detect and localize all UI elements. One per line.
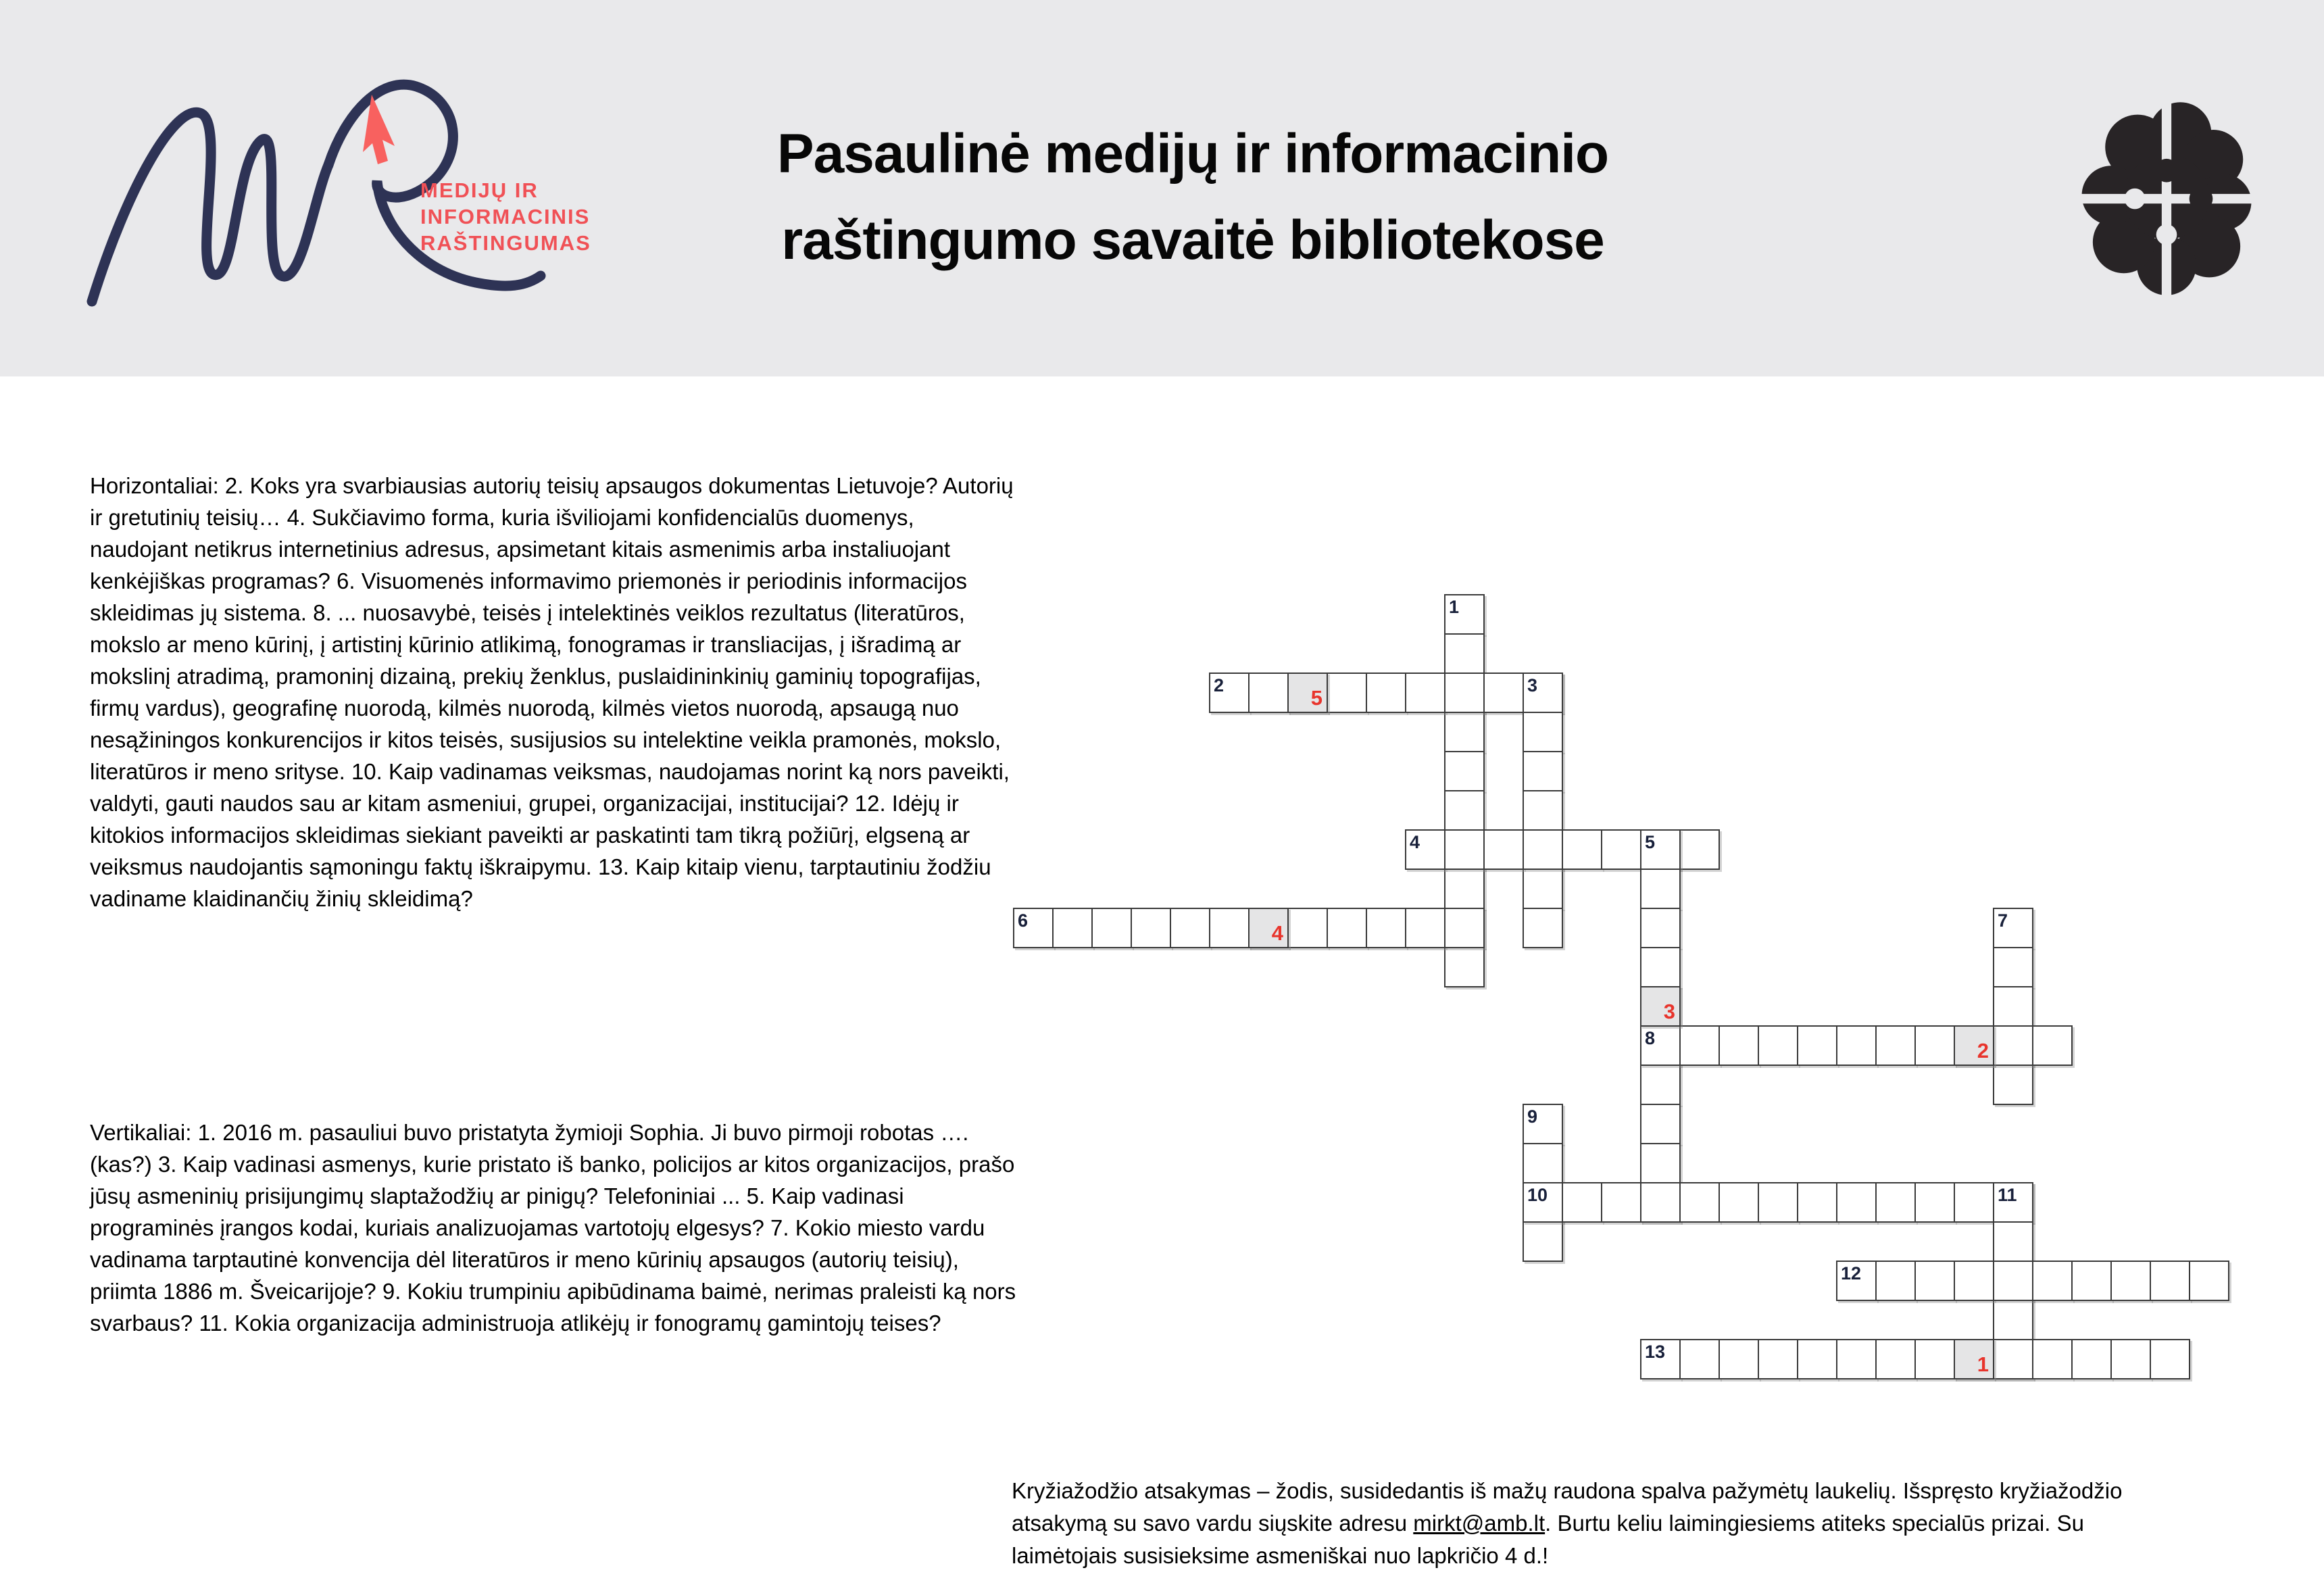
crossword-cell — [1444, 829, 1485, 870]
crossword-cell — [2071, 1339, 2112, 1379]
crossword-cell — [1875, 1025, 1916, 1066]
crossword-cell — [1444, 947, 1485, 987]
email-link[interactable]: mirkt@amb.lt — [1413, 1511, 1546, 1536]
brand-text — [420, 177, 591, 256]
crossword-cell — [1993, 1339, 2033, 1379]
crossword-clue-number: 8 — [1645, 1028, 1656, 1048]
crossword-clue-number: 13 — [1645, 1342, 1666, 1362]
crossword-cell — [1170, 908, 1210, 948]
crossword-cell — [1679, 1025, 1720, 1066]
crossword-answer-cell — [1640, 986, 1681, 1027]
footer-note — [1012, 1475, 2194, 1572]
brand-line: MEDIJŲ IR — [420, 178, 539, 202]
crossword-cell — [1483, 829, 1524, 870]
crossword-cell — [1209, 908, 1250, 948]
title-line-2: raštingumo savaitė bibliotekose — [781, 210, 1604, 271]
title-line-1: Pasaulinė medijų ir informacinio — [776, 123, 1609, 185]
crossword-cell — [1640, 1182, 1681, 1223]
crossword-clue-number: 5 — [1645, 832, 1656, 852]
crossword-cell — [1758, 1339, 1798, 1379]
crossword-cell — [1640, 1065, 1681, 1105]
crossword-cell — [1640, 1143, 1681, 1183]
crossword-cell — [1719, 1182, 1759, 1223]
page-title — [595, 111, 1791, 284]
crossword-cell — [1523, 790, 1563, 831]
crossword-cell — [1993, 1261, 2033, 1301]
crossword-cell — [1719, 1339, 1759, 1379]
crossword-cell — [1444, 869, 1485, 909]
crossword-answer-cell — [1954, 1339, 1994, 1379]
crossword-cell — [1327, 673, 1367, 713]
crossword-cell — [1914, 1182, 1955, 1223]
crossword-cell — [1483, 673, 1524, 713]
crossword-cell — [1366, 673, 1406, 713]
crossword-answer-cell — [1954, 1025, 1994, 1066]
crossword-cell — [1052, 908, 1093, 948]
crossword-cell — [2150, 1339, 2190, 1379]
crossword-cell — [1640, 908, 1681, 948]
crossword-cell — [1993, 947, 2033, 987]
crossword-cell — [1562, 1182, 1602, 1223]
crossword-cell — [1523, 829, 1563, 870]
crossword-clue-number: 3 — [1527, 675, 1538, 695]
crossword-cell — [1954, 1261, 1994, 1301]
crossword-cell — [1131, 908, 1171, 948]
crossword-cell — [1993, 1065, 2033, 1105]
crossword-cell — [1601, 829, 1641, 870]
crossword-cell — [1523, 751, 1563, 791]
answer-letter-order-number: 2 — [1977, 1039, 1989, 1062]
crossword-cell — [1914, 1025, 1955, 1066]
answer-letter-order-number: 1 — [1977, 1352, 1989, 1376]
crossword-cell — [1444, 633, 1485, 674]
crossword-clue-number: 10 — [1527, 1185, 1548, 1205]
crossword-cell — [1679, 1182, 1720, 1223]
crossword-answer-cell — [1248, 908, 1289, 948]
crossword-cell — [1836, 1339, 1877, 1379]
crossword-answer-cell — [1287, 673, 1328, 713]
crossword-cell — [2110, 1339, 2151, 1379]
crossword-cell — [2110, 1261, 2151, 1301]
crossword-cell — [1287, 908, 1328, 948]
crossword-cell — [1327, 908, 1367, 948]
crossword-cell — [1405, 673, 1445, 713]
crossword-cell — [1444, 673, 1485, 713]
crossword-cell — [1993, 1221, 2033, 1262]
crossword-cell — [1797, 1025, 1837, 1066]
crossword-cell — [1797, 1339, 1837, 1379]
answer-letter-order-number: 3 — [1663, 1000, 1675, 1023]
crossword-clue-number: 9 — [1527, 1106, 1538, 1127]
crossword-cell — [2071, 1261, 2112, 1301]
crossword-cell — [1444, 790, 1485, 831]
footer-text-before: Kryžiažodžio atsakymas – žodis, susidedantis iš mažų raudona spalva pažymėtų laukelių. Išspręsto kryžiažodžio atsakymą su savo vardu siųskite adresu — [1012, 1478, 2123, 1536]
crossword-cell — [1640, 947, 1681, 987]
crossword-cell — [1679, 1339, 1720, 1379]
vertical-clues: Vertikaliai: 1. 2016 m. pasauliui buvo pristatyta žymioji Sophia. Ji buvo pirmoji robotas …. (kas?) 3. Kaip vadinasi asmenys, kurie pristato iš banko, policijos ar kitos organizacijos, prašo jūsų asmeninių prisijungimų slaptažodžių ar pinigų? Telefoniniai ... 5. Kaip vadinasi programinės įrangos kodai, kuriais analizuojamas vartotojų elgesys? 7. Kokio miesto vardu vadinama tarptautinė konvencija dėl literatūros ir meno kūrinių apsaugos (autorių teisių), priimta 1886 m. Šveicarijoje? 9. Kokiu trumpiniu apibūdinama baimė, nerimas praleisti ką nors svarbaus? 11. Kokia organizacija administruoja atlikėjų ir fonogramų gamintojų teises? — [90, 1120, 1016, 1336]
crossword-cell — [1523, 1143, 1563, 1183]
crossword-cell — [1444, 751, 1485, 791]
crossword-clue-number: 1 — [1449, 597, 1460, 617]
crossword-cell — [1679, 829, 1720, 870]
crossword-clue-number: 12 — [1841, 1263, 1862, 1284]
horizontal-clues: Horizontaliai: 2. Koks yra svarbiausias autorių teisių apsaugos dokumentas Lietuvoje? Autorių ir gretutinių teisių… 4. Sukčiavimo forma, kuria išviliojami konfidencialūs duomenys, naudojant netikrus internetinius adresus, apsimetant kitais asmenimis arba instaliuojant kenkėjiškas programas? 6. Visuomenės informavimo priemonės ir periodinis informacijos skleidimas jų sistema. 8. ... nuosavybė, teisės į intelektinės veiklos rezultatus (literatūros, mokslo ar meno kūrinį, į artistinį kūrinio atlikimą, fonogramas ir transliacijas, į išradimą ar mokslinį atradimą, pramoninį dizainą, prekių ženklus, puslaidininkinių gaminių topografijas, firmų vardus), geografinę nuorodą, kilmės nuorodą, kilmės vietos nuorodą, apsaugą nuo nesąžiningos konkurencijos ir kitos teisės, susijusios su intelektine veikla pramonės, mokslo, literatūros ir meno srityse. 10. Kaip vadinamas veiksmas, naudojamas norint ką nors paveikti, valdyti, gauti naudos sau ar kitam asmeniui, grupei, organizacijai, institucijai? 12. Idėjų ir kitokios informacijos skleidimas siekiant paveikti ar paskatinti tam tikrą požiūrį, elgseną ar veiksmus naudojantis sąmoningu faktų iškraipymu. 13. Kaip kitaip vienu, tarptautiniu žodžiu vadiname klaidinančių žinių skleidimą? — [90, 473, 1014, 911]
crossword-cell — [1836, 1182, 1877, 1223]
crossword-cell — [1405, 908, 1445, 948]
crossword-cell — [1875, 1182, 1916, 1223]
crossword-cell — [1523, 869, 1563, 909]
crossword-cell — [1875, 1339, 1916, 1379]
crossword-cell — [1444, 712, 1485, 752]
crossword-cell — [1601, 1182, 1641, 1223]
crossword-cell — [1562, 829, 1602, 870]
crossword-cell — [2189, 1261, 2229, 1301]
answer-letter-order-number: 5 — [1310, 686, 1322, 710]
crossword-cell — [1523, 712, 1563, 752]
crossword-cell — [1719, 1025, 1759, 1066]
brand-line: INFORMACINIS — [420, 205, 591, 228]
crossword-cell — [2150, 1261, 2190, 1301]
crossword-clue-number: 6 — [1018, 910, 1029, 931]
crossword-cell — [1248, 673, 1289, 713]
crossword-cell — [1836, 1025, 1877, 1066]
crossword-cell — [1758, 1182, 1798, 1223]
crossword-cell — [1993, 1025, 2033, 1066]
crossword-cell — [1366, 908, 1406, 948]
crossword-clue-number: 2 — [1214, 675, 1225, 695]
crossword-cell — [1993, 986, 2033, 1027]
crossword-clue-number: 4 — [1410, 832, 1420, 852]
crossword-cell — [1797, 1182, 1837, 1223]
crossword-cell — [1914, 1261, 1955, 1301]
crossword-cell — [2032, 1261, 2073, 1301]
crossword-cell — [1758, 1025, 1798, 1066]
crossword-clue-number: 11 — [1998, 1185, 2017, 1205]
puzzle-brain-icon — [2076, 93, 2257, 300]
crossword-cell — [1914, 1339, 1955, 1379]
crossword-cell — [1640, 869, 1681, 909]
answer-letter-order-number: 4 — [1271, 921, 1283, 945]
crossword-cell — [1444, 908, 1485, 948]
crossword-cell — [1523, 1221, 1563, 1262]
crossword-cell — [1993, 1300, 2033, 1340]
footer-text-after: . Burtu keliu laimingiesiems atiteks specialūs prizai. Su laimėtojais susisieksime asmeniškai nuo lapkričio 4 d.! — [1012, 1511, 2084, 1568]
crossword-cell — [1954, 1182, 1994, 1223]
crossword-cell — [1875, 1261, 1916, 1301]
crossword-cell — [2032, 1025, 2073, 1066]
brand-line: RAŠTINGUMAS — [420, 231, 591, 255]
crossword-cell — [1640, 1104, 1681, 1144]
crossword-cell — [1091, 908, 1132, 948]
crossword-clue-number: 7 — [1998, 910, 2008, 931]
crossword-cell — [1523, 908, 1563, 948]
crossword-cell — [2032, 1339, 2073, 1379]
header-band — [0, 0, 2324, 376]
